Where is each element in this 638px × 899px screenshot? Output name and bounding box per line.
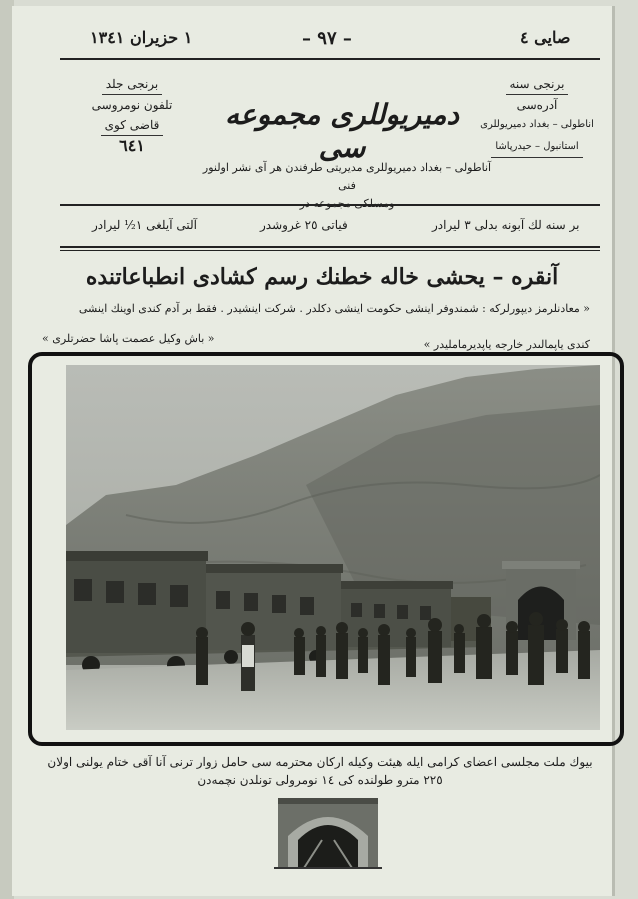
folio-rule	[60, 58, 600, 60]
tunnel-vignette-illustration	[274, 796, 382, 874]
phone-block	[67, 74, 197, 156]
location-name: استانبول – حيدرپاشا	[491, 137, 582, 158]
quote-line-1: « معادنلرمز ديپورلركه : شمندوفر اينشى حكومت اينشى دكلدر . شركت اينشيدر . فقط بر آدم كندى اوينك اينشى	[78, 302, 590, 315]
semiannual-price: آلتى آيلغى ١½ ليرادر	[92, 218, 197, 232]
subtitle-line-1: آناطولى – بغداد دميريوللرى مديريتى طرفندن هر آى نشر اولنور فنى	[202, 161, 492, 192]
photo-highlight-frame	[28, 352, 624, 746]
address-block	[467, 74, 607, 158]
price-rule-bottom-2	[60, 250, 600, 251]
train-photo	[66, 365, 600, 730]
page-number: – ٩٧ –	[302, 28, 352, 49]
quote-line-2: كندى ياپمالىدر خارجه ياپديرمامليدر »	[423, 338, 590, 351]
caption-line-1: بيوك ملت مجلسى اعضاى كرامى ايله هيئت وكيله اركان محترمه سى حامل زوار ترنى آنا آقى ختام يولنى اولان	[47, 755, 593, 769]
magazine-title: دميريوللرى مجموعه سى	[225, 98, 459, 164]
phone-label: تلفون نومروسى	[91, 98, 173, 112]
annual-price: بر سنه لك آبونه بدلى ٣ ليرادر	[432, 218, 580, 232]
district-name: قاضى كوى	[101, 115, 164, 136]
year-label: برنجى سنه	[506, 74, 569, 95]
phone-number: ٦٤١	[119, 136, 145, 155]
article-headline: آنقره – يحشى خاله خطنك رسم كشادى انطباعاتنده	[85, 264, 559, 290]
railway-name: اناطولى – بغداد دميريوللرى	[480, 119, 594, 130]
volume-label: برنجى جلد	[102, 74, 163, 95]
tunnel-vignette	[274, 796, 382, 874]
single-price: فياتى ٢٥ غروشدر	[260, 218, 348, 232]
caption-line-2: ٢٢٥ مترو طولنده كى ١٤ نومرولى تونلدن نچمەدن	[197, 773, 443, 787]
train-at-tunnel-illustration	[66, 365, 600, 730]
price-rule-bottom	[60, 246, 600, 248]
price-rule-top	[60, 204, 600, 206]
address-label: آدرەسى	[516, 98, 558, 112]
quote-attribution: « باش وكيل عصمت پاشا حضرتلرى »	[42, 332, 215, 345]
issue-date: ١ حزيران ١٣٤١	[90, 28, 193, 47]
issue-number: صايى ٤	[520, 28, 571, 47]
